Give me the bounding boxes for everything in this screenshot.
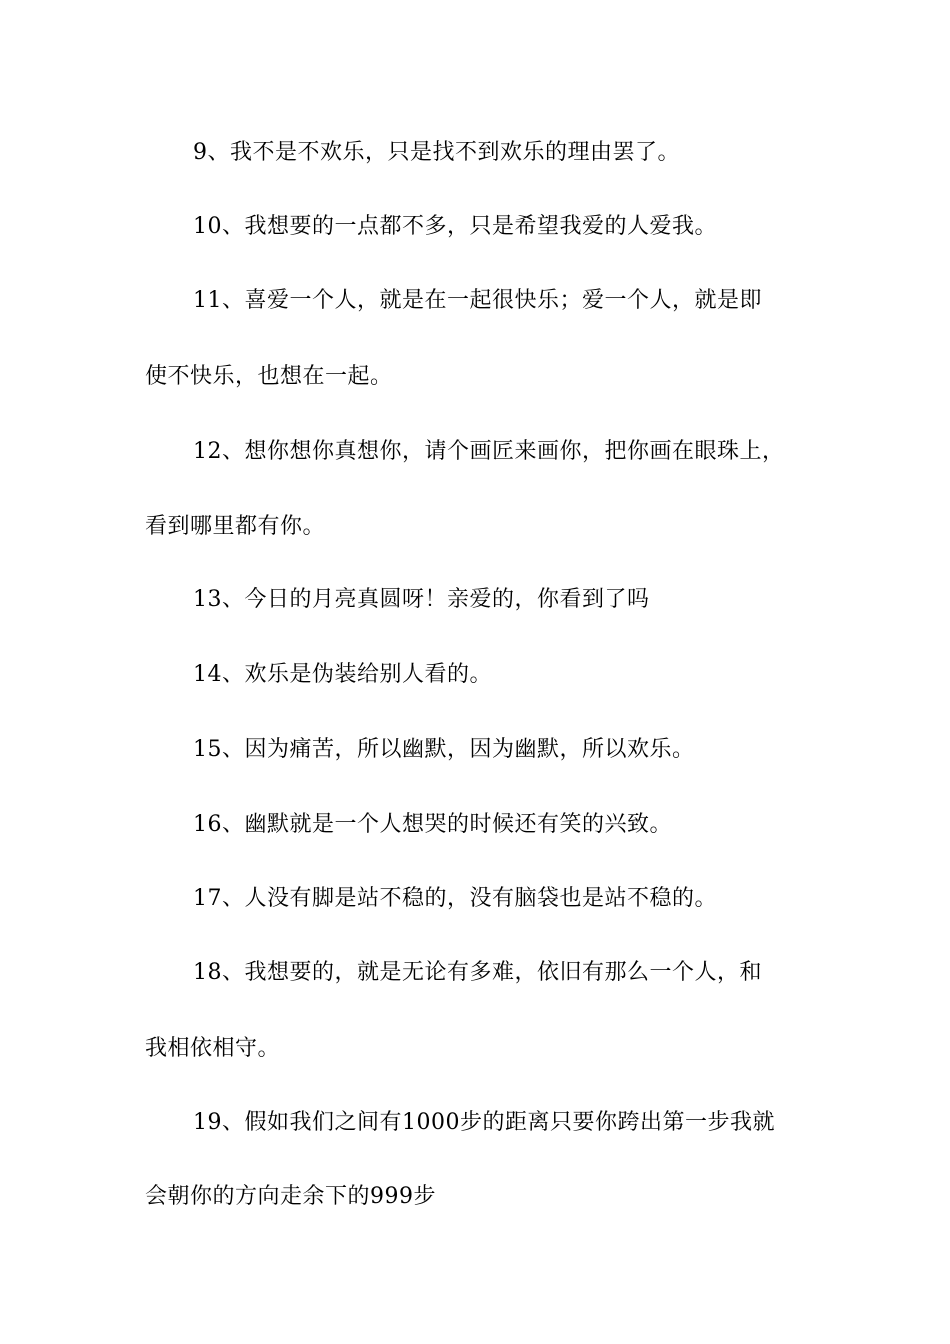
paragraph-12-line-1: 12、想你想你真想你，请个画匠来画你，把你画在眼珠上， bbox=[193, 439, 785, 464]
paragraph-15-line-1: 15、因为痛苦，所以幽默，因为幽默，所以欢乐。 bbox=[193, 737, 695, 762]
paragraph-11-line-2: 使不快乐，也想在一起。 bbox=[145, 364, 393, 389]
paragraph-18-line-1: 18、我想要的，就是无论有多难，依旧有那么一个人，和 bbox=[193, 960, 762, 985]
paragraph-17-line-1: 17、人没有脚是站不稳的，没有脑袋也是站不稳的。 bbox=[193, 886, 717, 911]
paragraph-9-line-1: 9、我不是不欢乐，只是找不到欢乐的理由罢了。 bbox=[193, 140, 680, 165]
paragraph-18-line-2: 我相依相守。 bbox=[145, 1036, 281, 1061]
paragraph-19-line-2: 会朝你的方向走余下的999步 bbox=[145, 1184, 436, 1209]
paragraph-13-line-1: 13、今日的月亮真圆呀！亲爱的，你看到了吗 bbox=[193, 587, 650, 612]
paragraph-10-line-1: 10、我想要的一点都不多，只是希望我爱的人爱我。 bbox=[193, 214, 717, 239]
paragraph-11-line-1: 11、喜爱一个人，就是在一起很快乐；爱一个人，就是即 bbox=[193, 288, 762, 313]
paragraph-19-line-1: 19、假如我们之间有1000步的距离只要你跨出第一步我就 bbox=[193, 1110, 775, 1135]
paragraph-12-line-2: 看到哪里都有你。 bbox=[145, 514, 326, 539]
paragraph-16-line-1: 16、幽默就是一个人想哭的时候还有笑的兴致。 bbox=[193, 812, 672, 837]
paragraph-14-line-1: 14、欢乐是伪装给别人看的。 bbox=[193, 662, 492, 687]
